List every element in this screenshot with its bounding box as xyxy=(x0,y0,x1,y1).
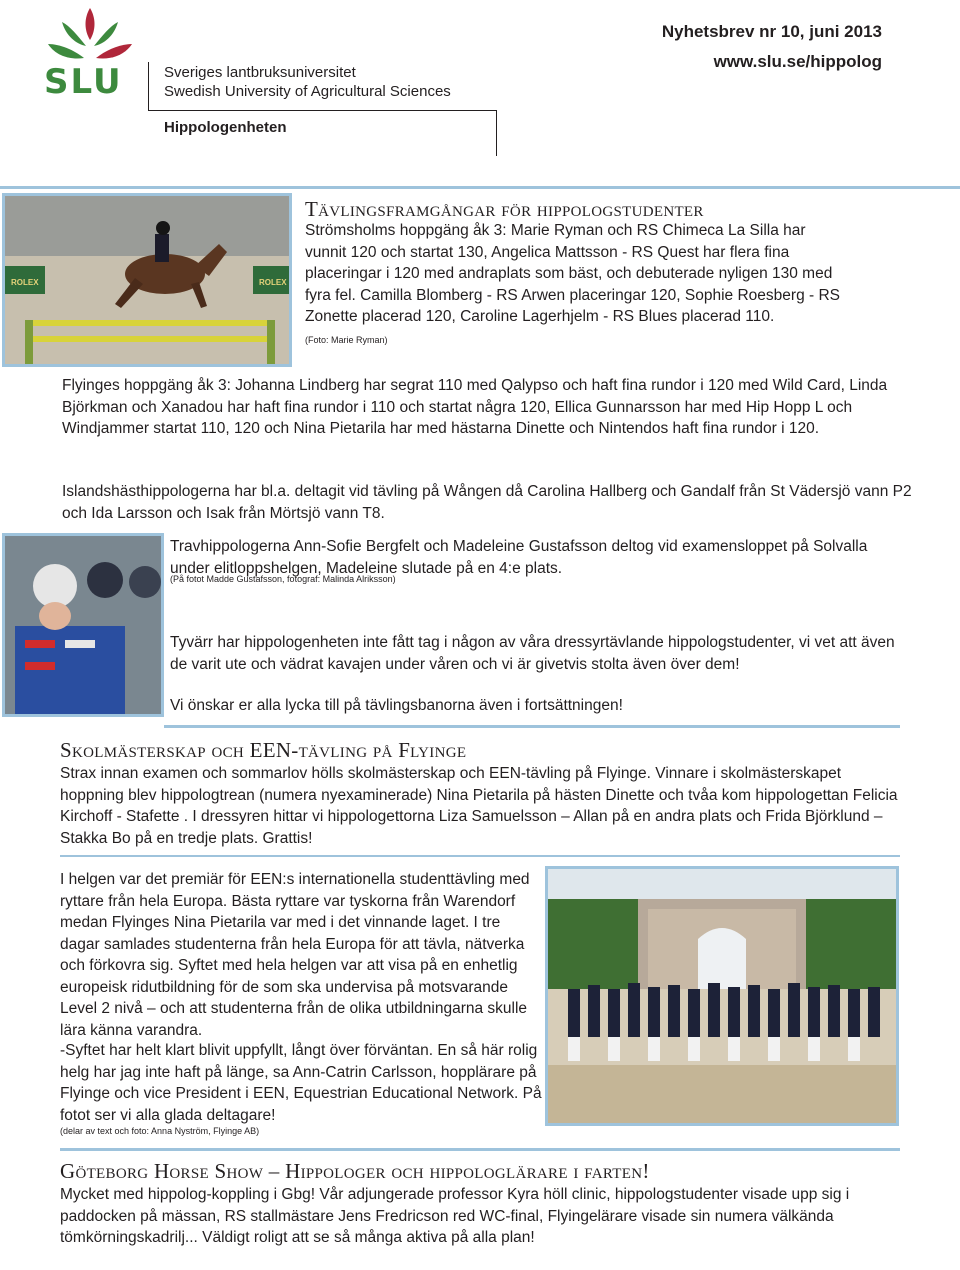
section-rule-3 xyxy=(60,855,900,857)
intro-line-5: Zonette placerad 120, Caroline Lagerhjelm - RS Blues placerad 110. xyxy=(305,308,775,325)
section3-heading: Göteborg Horse Show – Hippologer och hippologlärare i farten! xyxy=(60,1159,650,1183)
section2-body: Strax innan examen och sommarlov hölls skolmästerskap och EEN-tävling på Flyinge. Vinnare i skolmästerskapet hoppning blev hippologtrean (numera nyexaminerade) Nina Pietarila på hästen Dinette och tvåa kom hippologettan Felicia Kirchoff - Stafette . I dressyren hittar vi hippologettorna Liza Samuelsson – Allan på en andra plats och Frida Björklund – Stakka Bo på en tredje plats. Grattis! xyxy=(60,765,898,847)
section1-intro xyxy=(305,220,945,328)
unit-name: Hippologenheten xyxy=(164,119,287,136)
show-jumping-photo xyxy=(2,193,292,367)
photo-banner-left: ROLEX xyxy=(11,278,39,287)
section-rule-4 xyxy=(60,1148,900,1151)
university-name-en: Swedish University of Agricultural Sciences xyxy=(164,83,451,100)
header-divider-h xyxy=(148,110,496,111)
website-link[interactable]: www.slu.se/hippolog xyxy=(713,52,882,71)
photo-caption-een: (delar av text och foto: Anna Nyström, Flyinge AB) xyxy=(60,1126,260,1136)
intro-line-1: Strömsholms hoppgäng åk 3: Marie Ryman och RS Chimeca La Silla har xyxy=(305,222,806,239)
section-rule-top xyxy=(0,186,960,189)
section2-heading: Skolmästerskap och EEN-tävling på Flyinge xyxy=(60,738,467,762)
header-divider-v1 xyxy=(148,62,149,110)
island-paragraph: Islandshästhippologerna har bl.a. deltagit vid tävling på Wången då Carolina Hallberg och Gandalf från St Vädersjö vann P2 och Ida Larsson och Isak från Mörtsjö vann T8. xyxy=(62,483,912,522)
intro-line-3: placeringar i 120 med andraplats som bäst, och debuterade nyligen 130 med xyxy=(305,265,833,282)
trav-paragraph: Travhippologerna Ann-Sofie Bergfelt och Madeleine Gustafsson deltog vid examensloppet på Solvalla under elitloppshelgen, Madeleine slutade på en 4:e plats. xyxy=(170,538,868,577)
photo-caption-1: (Foto: Marie Ryman) xyxy=(305,335,388,345)
een-paragraph-2: -Syftet har helt klart blivit uppfyllt, långt över förväntan. En så här rolig helg har jag inte haft på länge, sa Ann-Catrin Carlsson, hopplärare på Flyinge och vice President i EEN, Equestrian Educational Network. På fotot ser vi alla glada deltagare! xyxy=(60,1042,542,1124)
slu-logo xyxy=(40,4,140,102)
section1-heading: Tävlingsframgångar för hippologstudenter xyxy=(305,197,704,221)
university-name-sv: Sveriges lantbruksuniversitet xyxy=(164,64,356,81)
header-divider-v2 xyxy=(496,110,497,156)
section-rule-2 xyxy=(164,725,900,728)
logo-letters: SLU xyxy=(44,62,123,102)
intro-line-4: fyra fel. Camilla Blomberg - RS Arwen placeringar 120, Sophie Roesberg - RS xyxy=(305,286,840,304)
intro-line-2: vunnit 120 och startat 130, Angelica Mattsson - RS Quest har flera fina xyxy=(305,243,790,261)
een-group-photo xyxy=(545,866,899,1126)
photo-caption-trav: (På fotot Madde Gustafsson, fotograf: Malinda Alriksson) xyxy=(170,574,396,584)
trotting-photo xyxy=(2,533,164,717)
dressyr-paragraph: Tyvärr har hippologenheten inte fått tag i någon av våra dressyrtävlande hippologstudenter, vi vet att även de varit ute och vädrat kavajen under våren och vi är givetvis stolta även över dem! xyxy=(170,634,895,673)
lycka-paragraph: Vi önskar er alla lycka till på tävlingsbanorna även i fortsättningen! xyxy=(170,697,623,714)
section3-body: Mycket med hippolog-koppling i Gbg! Vår adjungerade professor Kyra höll clinic, hippologstudenter visade upp sig i paddocken på mässan, RS stallmästare Jens Fredricson red WC-final, Flyingelärare visade sin numera välkända tömkörningskadrilj... Väldigt roligt att se så många aktiva på alla plan! xyxy=(60,1186,850,1246)
newsletter-title: Nyhetsbrev nr 10, juni 2013 xyxy=(661,22,882,41)
een-paragraph: I helgen var det premiär för EEN:s internationella studenttävling med ryttare från hela Europa. Bästa ryttare var tyskorna från Warendorf medan Flyinges Nina Pietarila var med i det vinnande laget. I tre dagar samlades studenterna från hela Europa för att tävla, nätverka och förkovra sig. Syftet med hela helgen var att visa på en enhetlig europeisk ridutbildning för de som ska undervisa på motsvarande Level 2 nivå – och att studenterna från de olika utbildningarna skulle lära känna varandra. xyxy=(60,871,530,1039)
photo-banner-right: ROLEX xyxy=(259,278,287,287)
flyinge-paragraph: Flyinges hoppgäng åk 3: Johanna Lindberg har segrat 110 med Qalypso och haft fina rundor i 120 med Wild Card, Linda Björkman och Xanadou har haft fina rundor i 110 och startat några 120, Ellica Gunnarsson har med Hip Hopp L och Windjammer startat 110, 120 och Nina Pietarila har med hästarna Dinette och Nintendos haft fina rundor i 120. xyxy=(62,377,888,437)
